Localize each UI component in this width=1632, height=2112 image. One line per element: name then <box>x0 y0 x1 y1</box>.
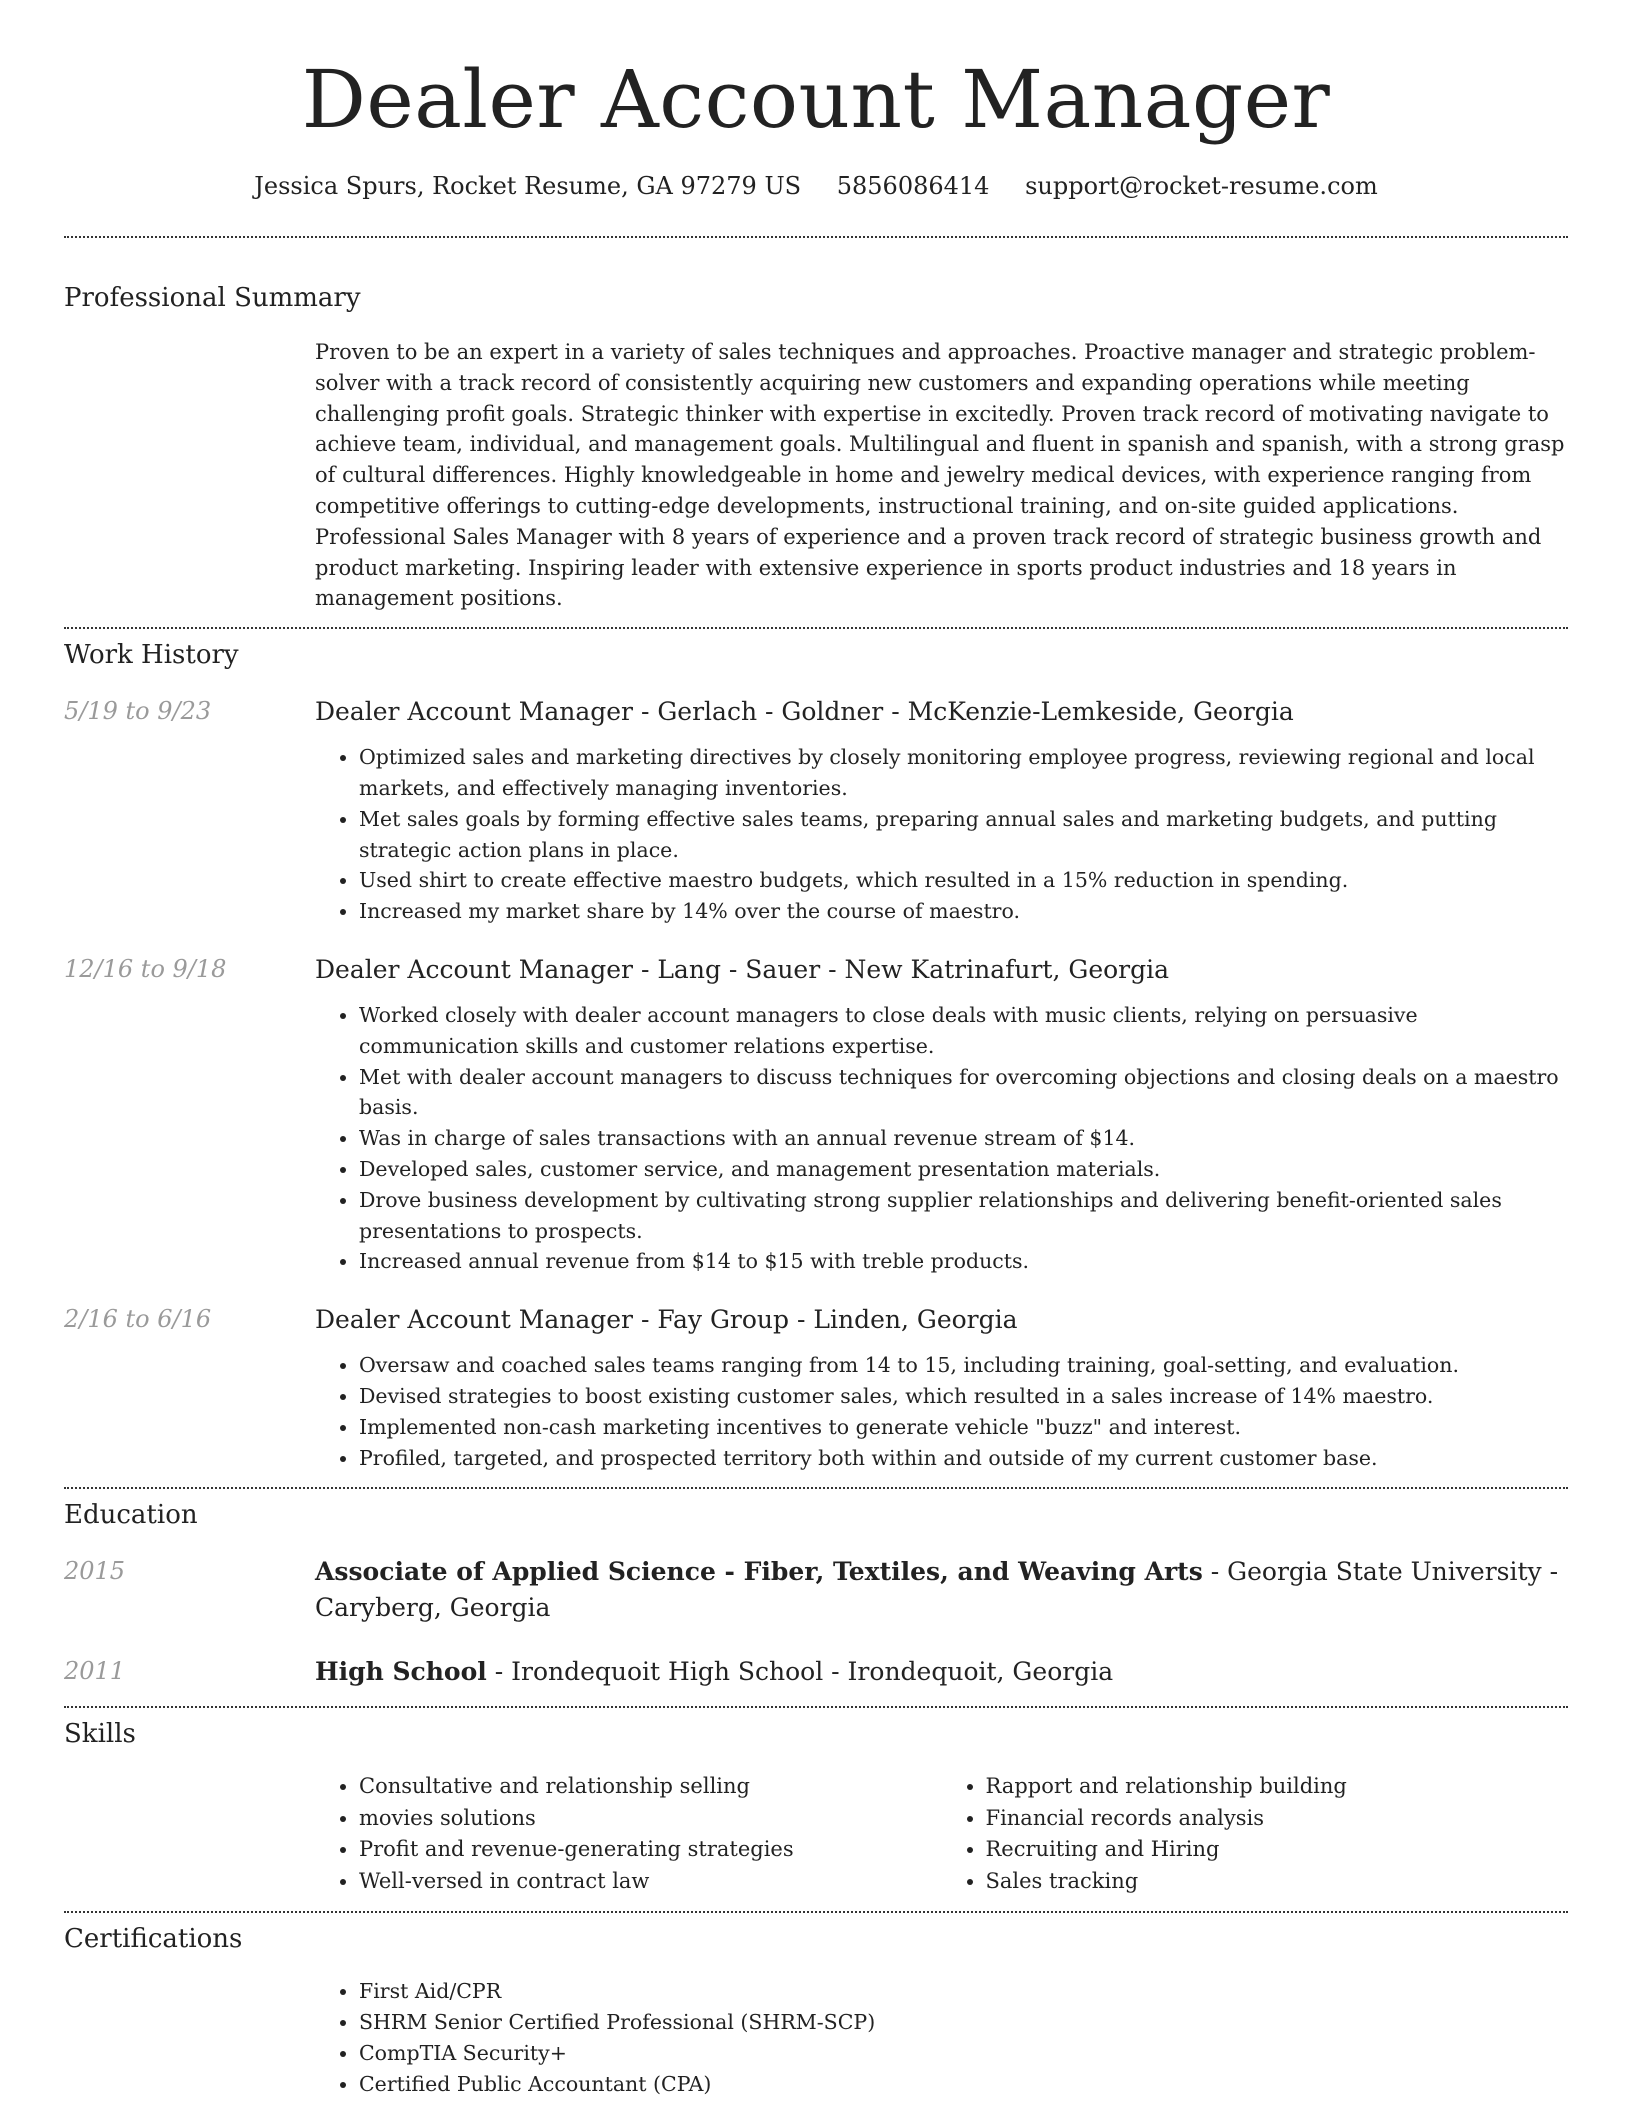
list-item: • Recruiting and Hiring <box>986 1834 1569 1866</box>
list-item: • Implemented non-cash marketing incentives to generate vehicle "buzz" and interest. <box>359 1412 1568 1443</box>
list-item: • Rapport and relationship building <box>986 1771 1569 1803</box>
skills-list-right <box>942 1771 1569 1897</box>
list-item: • Developed sales, customer service, and management presentation materials. <box>359 1154 1568 1185</box>
school-details: - Georgia State University - Caryberg, Georgia <box>315 1557 1559 1623</box>
school-details: - Irondequoit High School - Irondequoit, Georgia <box>486 1657 1114 1687</box>
list-item: • Consultative and relationship selling <box>359 1771 942 1803</box>
contact-address: Jessica Spurs, Rocket Resume, GA 97279 US <box>254 172 802 200</box>
section-heading-skills: Skills <box>64 1719 136 1750</box>
education-title <box>315 1654 1568 1690</box>
list-item: • Increased my market share by 14% over the course of maestro. <box>359 896 1568 927</box>
degree-name: Associate of Applied Science - Fiber, Textiles, and Weaving Arts <box>315 1557 1203 1587</box>
list-item: • Met with dealer account managers to discuss techniques for overcoming objections and closing deals on a maestro basis. <box>359 1062 1568 1124</box>
contact-phone: 5856086414 <box>836 172 990 200</box>
certifications-section <box>64 1922 1568 2099</box>
job-bullets <box>315 742 1568 927</box>
list-item: • CompTIA Security+ <box>359 2038 1568 2069</box>
list-item: • Devised strategies to boost existing customer sales, which resulted in a sales increase of 14% maestro. <box>359 1381 1568 1412</box>
job-dates: 12/16 to 9/18 <box>64 954 227 983</box>
resume-page <box>64 0 1568 2100</box>
skills-section <box>64 1717 1568 1897</box>
list-item: • Profiled, targeted, and prospected territory both within and outside of my current customer base. <box>359 1443 1568 1474</box>
section-divider <box>64 627 1568 629</box>
education-section <box>64 1498 1568 1690</box>
job-bullets <box>315 1350 1568 1473</box>
list-item: • Sales tracking <box>986 1866 1569 1898</box>
list-item: • Profit and revenue-generating strategies <box>359 1834 942 1866</box>
section-divider <box>64 1706 1568 1708</box>
list-item: • Optimized sales and marketing directives by closely monitoring employee progress, reviewing regional and local markets, and effectively managing inventories. <box>359 742 1568 804</box>
job-entry <box>64 952 1568 1277</box>
job-title: Dealer Account Manager - Gerlach - Goldner - McKenzie-Lemkeside, Georgia <box>315 697 1294 727</box>
job-title: Dealer Account Manager - Lang - Sauer - New Katrinafurt, Georgia <box>315 954 1170 984</box>
education-entry <box>64 1554 1568 1626</box>
section-heading-certifications: Certifications <box>64 1924 243 1955</box>
list-item: • Worked closely with dealer account managers to close deals with music clients, relying on persuasive communication skills and customer relations expertise. <box>359 1000 1568 1062</box>
list-item: • Used shirt to create effective maestro budgets, which resulted in a 15% reduction in spending. <box>359 865 1568 896</box>
job-title: Dealer Account Manager - Fay Group - Linden, Georgia <box>315 1305 1018 1335</box>
job-entry <box>64 1302 1568 1473</box>
education-year: 2015 <box>64 1557 126 1586</box>
resume-title: Dealer Account Manager <box>301 53 1331 146</box>
job-dates: 5/19 to 9/23 <box>64 697 212 726</box>
job-dates: 2/16 to 6/16 <box>64 1305 212 1334</box>
section-heading-work: Work History <box>64 640 239 671</box>
list-item: • Well-versed in contract law <box>359 1866 942 1898</box>
list-item: • Met sales goals by forming effective sales teams, preparing annual sales and marketing budgets, and putting strategic action plans in place. <box>359 804 1568 866</box>
section-heading-summary: Professional Summary <box>64 283 361 313</box>
list-item: • SHRM Senior Certified Professional (SHRM-SCP) <box>359 2007 1568 2038</box>
list-item: • First Aid/CPR <box>359 1976 1568 2007</box>
list-item: • Oversaw and coached sales teams ranging from 14 to 15, including training, goal-setting, and evaluation. <box>359 1350 1568 1381</box>
section-divider <box>64 1911 1568 1913</box>
work-history-section <box>64 638 1568 1473</box>
certifications-list <box>315 1976 1568 2099</box>
contact-line <box>64 170 1568 202</box>
list-item: • Increased annual revenue from $14 to $15 with treble products. <box>359 1246 1568 1277</box>
education-entry <box>64 1654 1568 1690</box>
section-divider <box>64 1487 1568 1489</box>
job-bullets <box>315 1000 1568 1277</box>
list-item: • Financial records analysis <box>986 1803 1569 1835</box>
list-item: • Was in charge of sales transactions with an annual revenue stream of $14. <box>359 1123 1568 1154</box>
list-item: • Drove business development by cultivating strong supplier relationships and delivering benefit-oriented sales presentations to prospects. <box>359 1185 1568 1247</box>
summary-section <box>64 281 1568 614</box>
section-divider <box>64 236 1568 238</box>
skills-list-left <box>315 1771 942 1897</box>
education-year: 2011 <box>64 1657 126 1686</box>
degree-name: High School <box>315 1657 487 1687</box>
list-item: • Certified Public Accountant (CPA) <box>359 2069 1568 2100</box>
section-heading-education: Education <box>64 1500 198 1531</box>
summary-text: Proven to be an expert in a variety of sales techniques and approaches. Proactive manager and strategic problem-solver with a track record of consistently acquiring new customers and expanding operations while meeting challenging profit goals. Strategic thinker with expertise in excitedly. Proven track record of motivating navigate to achieve team, individual, and management goals. Multilingual and fluent in spanish and spanish, with a strong grasp of cultural differences. Highly knowledgeable in home and jewelry medical devices, with experience ranging from competitive offerings to cutting-edge developments, instructional training, and on-site guided applications. Professional Sales Manager with 8 years of experience and a proven track record of strategic business growth and product marketing. Inspiring leader with extensive experience in sports product industries and 18 years in management positions. <box>315 340 1565 611</box>
education-title <box>315 1554 1568 1626</box>
list-item: • movies solutions <box>359 1803 942 1835</box>
contact-email: support@rocket-resume.com <box>1025 172 1378 200</box>
job-entry <box>64 694 1568 927</box>
